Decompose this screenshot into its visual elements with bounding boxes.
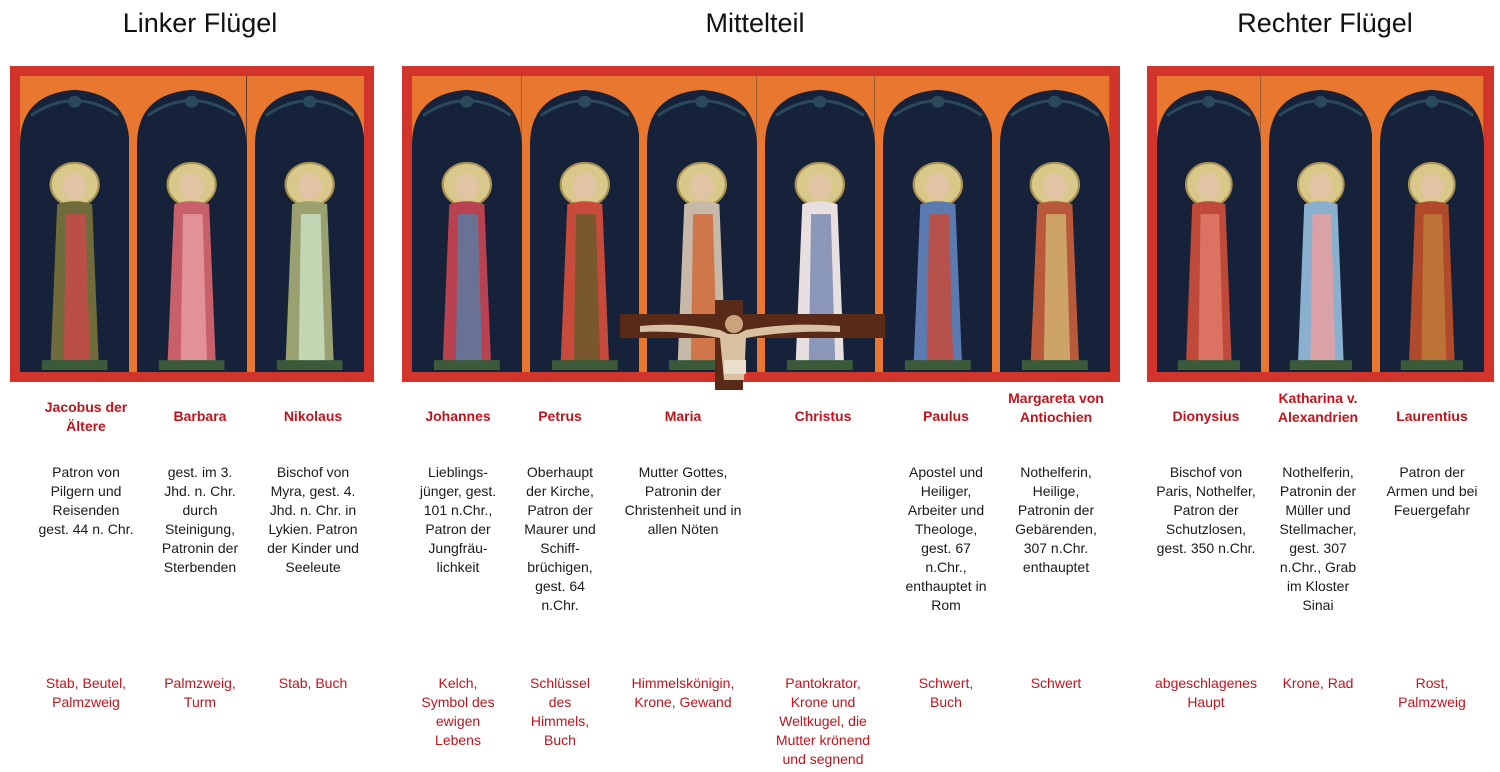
saint-attributes: Kelch, Symbol des ewigen Lebens [421, 675, 495, 748]
saint-description: Patron der Armen und bei Feuergefahr [1386, 464, 1478, 518]
altar-niche [879, 76, 997, 372]
saint-name: Katharina v. Alexandrien [1277, 390, 1359, 425]
altar-niche [1265, 76, 1377, 372]
saint-attributes: Krone, Rad [1282, 675, 1354, 691]
saint-figure-icon [1000, 76, 1110, 372]
saint-figure-icon [883, 76, 993, 372]
altar-niche [412, 76, 526, 372]
saint-description: Bischof von Myra, gest. 4. Jhd. n. Chr. in Lykien. Patron der Kinder und Seeleute [267, 464, 359, 575]
left-wing-title: Linker Flügel [122, 8, 278, 38]
saint-name: Margareta von Antiochien [1008, 390, 1104, 425]
saint-name: Nikolaus [283, 408, 343, 424]
altar-niche [133, 76, 250, 372]
saint-attributes: Himmelskönigin, Krone, Gewand [631, 675, 735, 710]
saint-figure-icon [1380, 76, 1484, 372]
altar-niche [996, 76, 1110, 372]
saint-description: gest. im 3. Jhd. n. Chr. durch Steinigung, Patronin der Sterbenden [161, 464, 239, 575]
saint-name: Jacobus der Ältere [44, 399, 128, 434]
saint-attributes: Stab, Buch [278, 675, 348, 691]
saint-figure-icon [412, 76, 522, 372]
saint-attributes: Schwert [1030, 675, 1082, 691]
crucifix-image [620, 300, 890, 390]
right-wing-title: Rechter Flügel [1237, 8, 1413, 38]
altar-niche [1376, 76, 1484, 372]
saint-name: Barbara [173, 408, 227, 424]
saint-attributes: Palmzweig, Turm [164, 675, 236, 710]
altar-niche [20, 76, 133, 372]
saint-description: Nothelferin, Heilige, Patronin der Gebärenden, 307 n.Chr. enthauptet [1015, 464, 1097, 575]
right-wing-panel [1147, 66, 1494, 382]
saint-name: Christus [794, 408, 852, 424]
saint-name: Johannes [425, 408, 491, 424]
saint-figure-icon [1157, 76, 1261, 372]
saint-description: Apostel und Heiliger, Arbeiter und Theologe, gest. 67 n.Chr., enthauptet in Rom [905, 464, 987, 613]
saint-attributes: Pantokrator, Krone und Weltkugel, die Mutter krönend und segnend [775, 675, 871, 767]
saint-description: Lieblings-jünger, gest. 101 n.Chr., Patron der Jungfräu-lichkeit [419, 464, 497, 575]
middle-part-title: Mittelteil [705, 8, 805, 38]
altar-niche [1157, 76, 1265, 372]
saint-description: Nothelferin, Patronin der Müller und Stellmacher, gest. 307 n.Chr., Grab im Kloster Sinai [1279, 464, 1357, 613]
saint-attributes: Schlüssel des Himmels, Buch [530, 675, 590, 748]
saint-figure-icon [255, 76, 364, 372]
left-wing-panel [10, 66, 374, 382]
altar-niche [251, 76, 364, 372]
saint-description: Bischof von Paris, Nothelfer, Patron der Schutzlosen, gest. 350 n.Chr. [1156, 464, 1256, 556]
saint-attributes: abgeschlagenes Haupt [1155, 675, 1257, 710]
saint-description: Patron von Pilgern und Reisenden gest. 44 n. Chr. [38, 464, 134, 537]
saint-name: Petrus [538, 408, 582, 424]
saint-description: Oberhaupt der Kirche, Patron der Maurer und Schiff-brüchigen, gest. 64 n.Chr. [524, 464, 596, 613]
saint-name: Maria [664, 408, 702, 424]
saint-figure-icon [1269, 76, 1373, 372]
saint-name: Paulus [923, 408, 969, 424]
saint-name: Dionysius [1172, 408, 1240, 424]
saint-name: Laurentius [1396, 408, 1468, 424]
saint-attributes: Rost, Palmzweig [1398, 675, 1466, 710]
saint-attributes: Schwert, Buch [918, 675, 974, 710]
saint-figure-icon [137, 76, 246, 372]
saint-attributes: Stab, Beutel, Palmzweig [45, 675, 127, 710]
saint-figure-icon [20, 76, 129, 372]
saint-description: Mutter Gottes, Patronin der Christenheit und in allen Nöten [624, 464, 742, 537]
